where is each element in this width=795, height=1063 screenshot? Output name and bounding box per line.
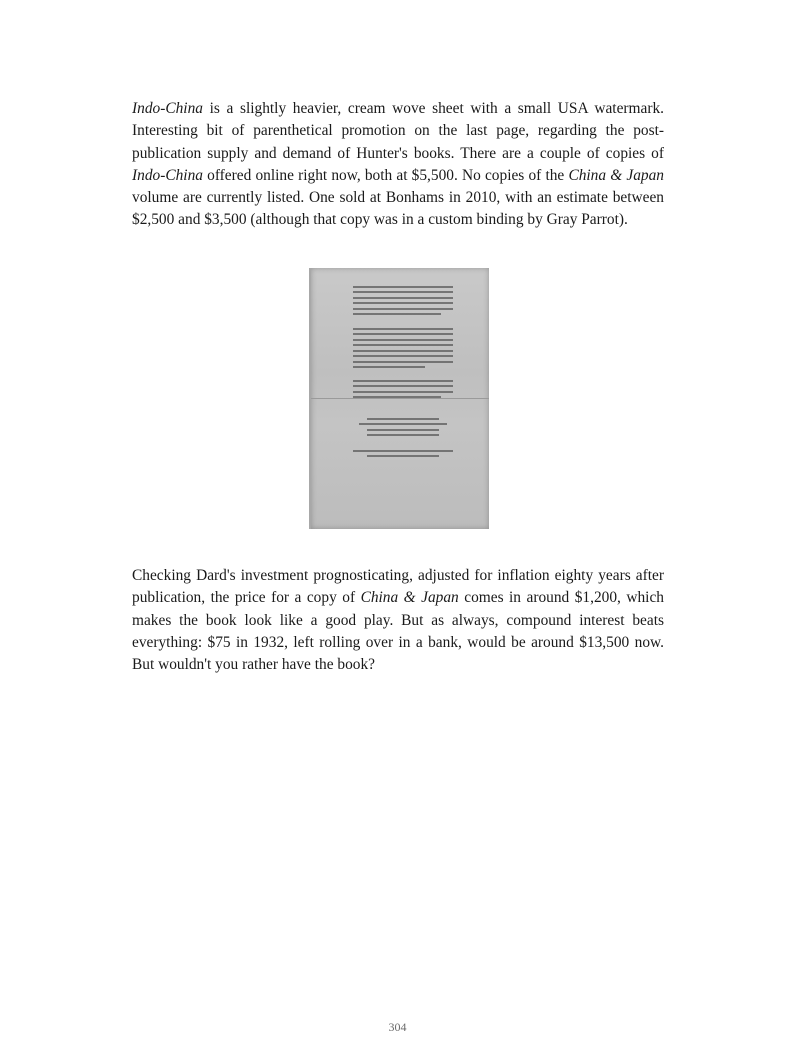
italic-title: Indo-China <box>132 100 203 117</box>
scanned-page-image <box>309 268 489 529</box>
italic-title: Indo-China <box>132 166 203 184</box>
page-number: 304 <box>388 1020 407 1034</box>
paragraph-investment <box>132 565 664 676</box>
paragraph-text: Checking Dard's investment prognosticating, adjusted for inflation eighty years after publication, the price for a copy of <box>132 567 664 607</box>
paragraph-text: comes in around $1,200, which makes the book look like a good play. But as always, compound interest beats everything: $75 in 1932, left rolling over in a bank, would be around $13,500 now. But wouldn't you rather have the book? <box>132 589 664 674</box>
scanned-text-block <box>353 328 453 372</box>
scanned-text-block <box>353 286 453 319</box>
scanned-text-block <box>353 450 453 461</box>
paragraph-text: is a slightly heavier, cream wove sheet with a small USA watermark. Interesting bit of parenthetical promotion on the last page, regarding the post-publication supply and demand of Hunter's books. There are a couple of copies of <box>132 100 664 162</box>
paragraph-indo-china <box>132 98 664 232</box>
paragraph-text: offered online right now, both at $5,500. No copies of the <box>202 166 569 184</box>
page-fold <box>311 398 489 399</box>
scanned-text-block <box>353 418 453 440</box>
paragraph-text: volume are currently listed. One sold at Bonhams in 2010, with an estimate between $2,500 and $3,500 (although that copy was in a custom binding by Gray Parrot). <box>132 189 664 229</box>
italic-title: China & Japan <box>360 589 459 607</box>
italic-title: China & Japan <box>568 166 664 184</box>
